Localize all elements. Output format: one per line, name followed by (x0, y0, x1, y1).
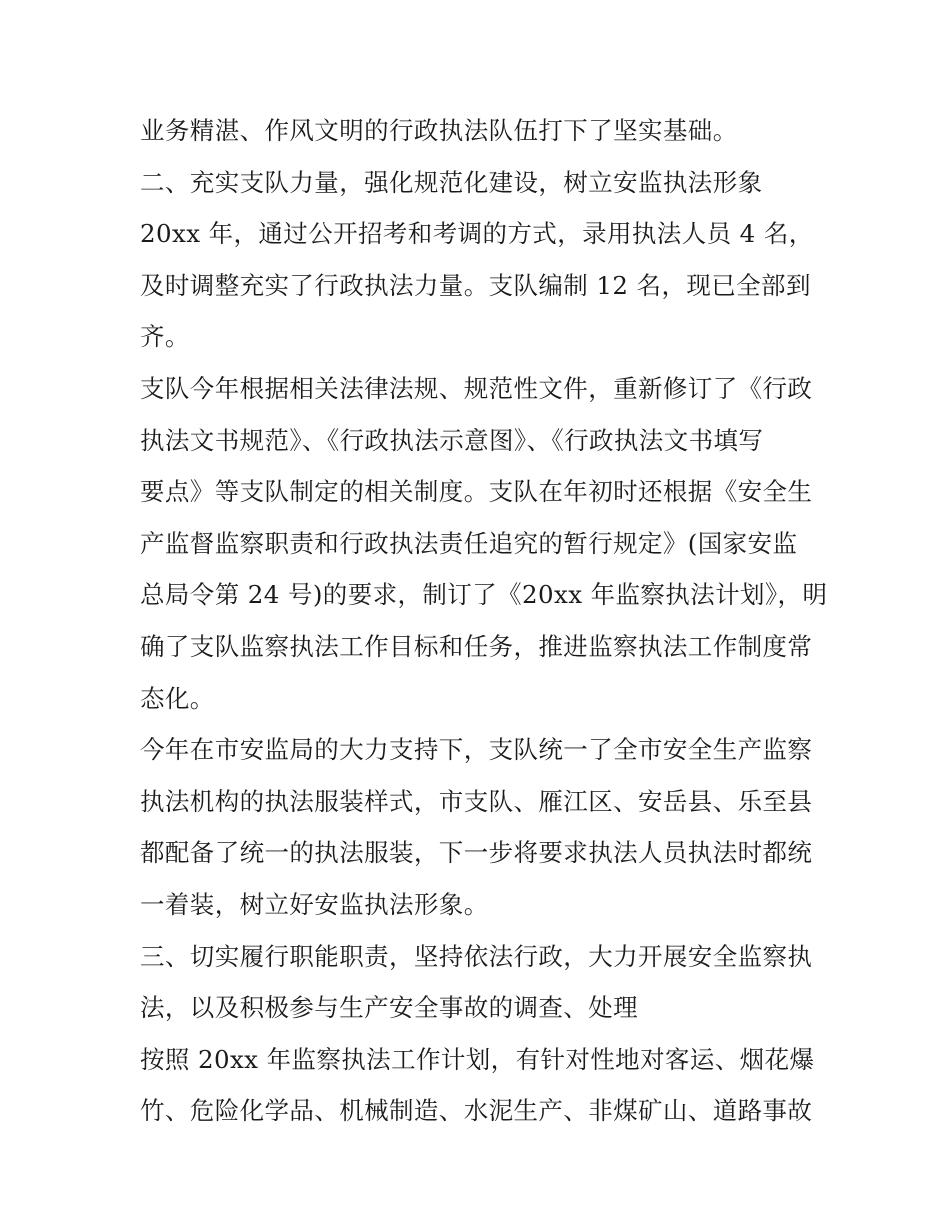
section-heading: 三、切实履行职能职责，坚持依法行政，大力开展安全监察执 (140, 941, 813, 971)
text-line: 都配备了统一的执法服装，下一步将要求执法人员执法时都统 (140, 838, 813, 868)
text-line: 总局令第 24 号)的要求，制订了《20xx 年监察执法计划》，明 (140, 580, 828, 610)
section-heading: 法，以及积极参与生产安全事故的调查、处理 (140, 993, 638, 1023)
text-line: 20xx 年，通过公开招考和考调的方式，录用执法人员 4 名， (140, 219, 814, 249)
text-line: 态化。 (140, 683, 215, 713)
text-line: 竹、危险化学品、机械制造、水泥生产、非煤矿山、道路事故 (140, 1096, 813, 1126)
text-line: 要点》等支队制定的相关制度。支队在年初时还根据《安全生 (140, 477, 813, 507)
text-line: 执法机构的执法服装样式，市支队、雁江区、安岳县、乐至县 (140, 786, 813, 816)
text-line: 一着装，树立好安监执法形象。 (140, 889, 489, 919)
text-line: 业务精湛、作风文明的行政执法队伍打下了坚实基础。 (140, 116, 738, 145)
text-line: 今年在市安监局的大力支持下，支队统一了全市安全生产监察 (140, 735, 813, 765)
section-heading: 二、充实支队力量，强化规范化建设，树立安监执法形象 (140, 167, 763, 197)
text-line: 产监督监察职责和行政执法责任追究的暂行规定》(国家安监 (140, 528, 798, 558)
document-body (140, 105, 828, 1137)
text-line: 及时调整充实了行政执法力量。支队编制 12 名，现已全部到 (140, 270, 811, 300)
text-line: 确了支队监察执法工作目标和任务，推进监察执法工作制度常 (140, 631, 813, 661)
text-line: 执法文书规范》、《行政执法示意图》、《行政执法文书填写 (140, 425, 764, 455)
text-line: 按照 20xx 年监察执法工作计划，有针对性地对客运、烟花爆 (140, 1044, 815, 1074)
text-line: 齐。 (140, 322, 190, 352)
text-line: 支队今年根据相关法律法规、规范性文件，重新修订了《行政 (140, 373, 813, 403)
